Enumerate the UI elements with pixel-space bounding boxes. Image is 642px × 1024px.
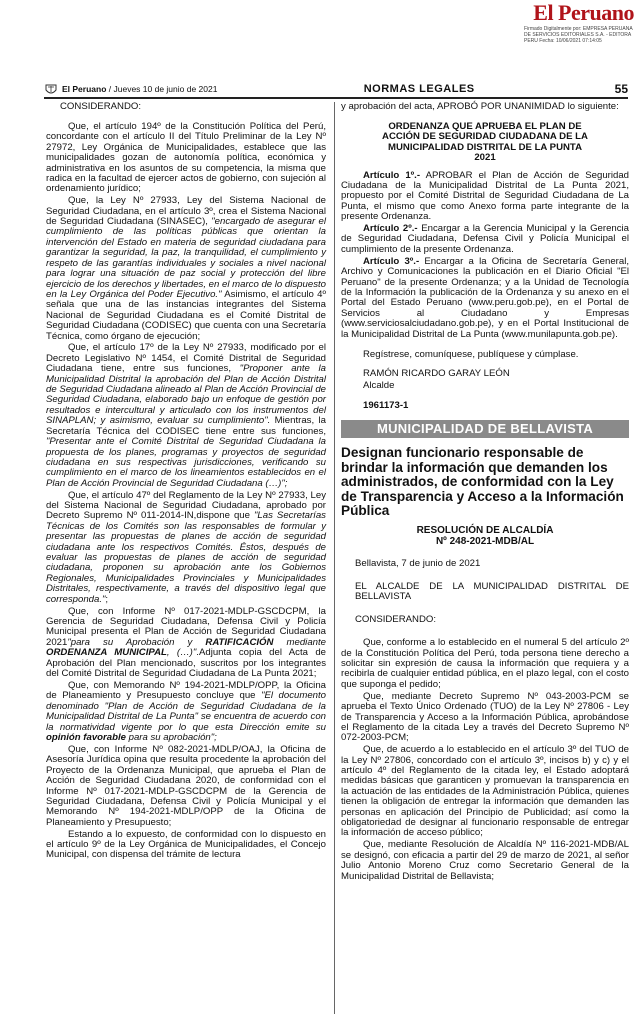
document-code: 1961173-1 (363, 400, 409, 412)
publication-date (62, 84, 364, 94)
article-3: Artículo 3º.- Encargar a la Oficina de Secretaría General, Archivo y Comunicaciones la publicación en el Diario Oficial "El Peruano" de la presente Ordenanza; y a la Unidad de Tecnología de la Información la publicación de la Ordenanza y su anexo en el Portal del Estado Peruano (www.peru.gob.pe), en el Portal de Servicios al Ciudadano y Empresas (www.serviciosalciudadano.gob.pe), y en el Portal Institucional de la Municipalidad Distrital de La Punta (www.munilapunta.gob.pe). (341, 255, 630, 340)
paragraph: Que, mediante Resolución de Alcaldía Nº 116-2021-MDB/AL se designó, con eficacia a partir del 29 de marzo de 2021, al señor Julio Antonio Moreno Cruz como Secretario General de la Municipalidad Distrital de Bellavista; (341, 839, 629, 882)
municipality-banner: MUNICIPALIDAD DE BELLAVISTA (341, 420, 629, 438)
paragraph: y aprobación del acta, APROBÓ POR UNANIMIDAD lo siguiente: (341, 101, 619, 112)
paragraph: Que, con Informe Nº 017-2021-MDLP-GSCDCPM, la Gerencia de Seguridad Ciudadana, Defensa Civil y Policía Municipal presenta el Plan de Acción de Seguridad Ciudadana 2021"para su Aprobación y RATIFICACIÓN mediante ORDENANZA MUNICIPAL, (…)".Adjunta copia del Acta de Aprobación del Plan mencionado, suscritos por los integrantes del Comité Distrital de Seguridad Ciudadana de La Punta 2021; (46, 605, 326, 680)
paragraph: Que, con Informe Nº 082-2021-MDLP/OAJ, la Oficina de Asesoría Jurídica opina que resulta procedente la aprobación del Proyecto de la Ordenanza Municipal, que aprueba el Plan de Acción de Seguridad Ciudadana 2020, de conformidad con el Informe Nº 017-2021-MDLP-GSCDCPM de la Gerencia de Seguridad Ciudadana, Defensa Civil y Policía Municipal y el Memorando Nº 194-2021-MDLP/OPP de la Oficina de Planeamiento y Presupuesto; (46, 743, 326, 828)
section-title: NORMAS LEGALES (363, 83, 475, 95)
digital-signature: Firmado Digitalmente por: EMPRESA PERUANA DE SERVICIOS EDITORIALES S.A. - EDITORA PERU Fecha: 10/06/2021 07:14:05 (524, 26, 633, 44)
ordinance-title: ORDENANZA QUE APRUEBA EL PLAN DE ACCIÓN DE SEGURIDAD CIUDADANA DE LA MUNICIPALIDAD DISTRITAL DE LA PUNTA 2021 (382, 120, 588, 164)
el-peruano-logo: El Peruano (533, 0, 634, 25)
column-divider (334, 102, 335, 1014)
paragraph: Que, conforme a lo establecido en el numeral 5 del artículo 2º de la Constitución Política del Perú, toda persona tiene derecho a solicitar sin expresión de causa la información que requiera y a recibirla de cualquier entidad pública, en el plazo legal, con el costo que suponga el pedido; (341, 637, 629, 690)
paragraph: Que, el artículo 47º del Reglamento de la Ley Nº 27933, Ley del Sistema Nacional de Seguridad Ciudadana, aprobado por Decreto Supremo Nº 011-2014-IN,dispone que "Las Secretarías Técnicas de los Comités son las responsables de formular y presentar las propuestas de planes de acción de seguridad ciudadana ante los respectivos Comités. Éstos, después de evaluar las propuestas de planes de acción de seguridad ciudadana, proponen su aprobación ante los Gobiernos Regionales, Municipalidades Provinciales y Municipalidades Distritales, respectivamente, a través del dispositivo legal que corresponda."; (46, 489, 326, 605)
paragraph: Estando a lo expuesto, de conformidad con lo dispuesto en el artículo 9º de la Ley Orgánica de Municipalidades, el Concejo Municipal, con dispensa del trámite de lectura (46, 828, 326, 861)
article-2: Artículo 2º.- Encargar a la Gerencia Municipal y la Gerencia de Seguridad Ciudadana, Defensa Civil y Policía Municipal el cumplimiento de la presente Ordenanza. (341, 223, 629, 255)
paragraph: Que, el artículo 194º de la Constitución Política del Perú, concordante con el artículo II del Título Preliminar de la Ley Nº 27972, Ley Orgánica de Municipalidades, establece que las municipalidades gozan de autonomía política, económica y administrativa en los asuntos de su competencia, la misma que radica en la facultad de ejercer actos de gobierno, con sujeción al ordenamiento jurídico; (46, 120, 326, 195)
resolution-headline: Designan funcionario responsable de brindar la información que demanden los administrados, de conformidad con la Ley de Transparencia y Acceso a la Información Pública (341, 445, 624, 519)
paragraph: Que, el artículo 17º de la Ley Nº 27933, modificado por el Decreto Legislativo Nº 1454, el Comité Distrital de Seguridad Ciudadana tiene, entre sus funciones, "Proponer ante la Municipalidad Distrital la aprobación del Plan de Acción Distrital de Seguridad Ciudadana alineado al Plan de Acción Provincial de Seguridad Ciudadana, elaborado bajo un enfoque de gestión por resultados e intercultural y articulado con los instrumentos del SINAPLAN; y asimismo, evaluar su cumplimiento". Mientras, la Secretaría Técnica del CODISEC tiene entre sus funciones, "Presentar ante el Comité Distrital de Seguridad Ciudadana la propuesta de los planes, programas y proyectos de seguridad ciudadana en sus respectivas jurisdicciones, verificando su cumplimiento en el marco de los lineamientos establecidos en el Plan de Acción Provincial de Seguridad Ciudadana (…)"; (46, 342, 326, 489)
article-1: Artículo 1º.- APROBAR el Plan de Acción de Seguridad Ciudadana de la Municipalidad Distrital de La Punta 2021, propuesto por el Comité Distrital de Seguridad Ciudadana de La Punta, el mismo que como Anexo forma parte integrante de la presente Ordenanza. (341, 169, 630, 223)
page-number: 55 (614, 82, 628, 96)
considerando-heading: CONSIDERANDO: (60, 101, 142, 112)
left-column (46, 102, 326, 862)
paragraph: Que, mediante Decreto Supremo Nº 043-2003-PCM se aprueba el Texto Único Ordenado (TUO) de la Ley Nº 27806 - Ley de Transparencia y Acceso a la Información Pública, aprobándose el Reglamento de la citada Ley a través del Decreto Supremo Nº 072-2003-PCM; (341, 690, 629, 744)
signer-role: Alcalde (363, 380, 395, 392)
closing-formula: Regístrese, comuníquese, publíquese y cúmplase. (363, 348, 579, 360)
paragraph: Que, la Ley Nº 27933, Ley del Sistema Nacional de Seguridad Ciudadana, en el artículo 3º, crea el Sistema Nacional de Seguridad Ciudadana (SINASEC), "encargado de asegurar el cumplimiento de las políticas públicas que orientan la intervención del Estado en materia de seguridad ciudadana para garantizar la seguridad, la paz, la tranquilidad, el cumplimiento y respeto de las garantías individuales y sociales a nivel nacional para lograr una situación de paz social y protección del libre ejercicio de los derechos y libertades, en el marco de lo dispuesto en la Ley Orgánica del Poder Ejecutivo." Asimismo, el artículo 4º señala que una de las instancias integrantes del Sistema Nacional de Seguridad Ciudadana es el Comité Distrital de Seguridad Ciudadana (CODISEC) que cuenta con una Secretaría Técnica, como órgano de ejecución; (46, 195, 326, 342)
considerando-heading: CONSIDERANDO: (355, 614, 437, 626)
el-peruano-brand (514, 2, 634, 44)
mayor-line: EL ALCALDE DE LA MUNICIPALIDAD DISTRITAL DE BELLAVISTA (355, 580, 629, 603)
resolution-title: RESOLUCIÓN DE ALCALDÍA Nº 248-2021-MDB/AL (341, 525, 629, 547)
signer-name: RAMÓN RICARDO GARAY LEÓN (363, 368, 510, 380)
resolution-number: Nº 248-2021-MDB/AL (435, 536, 535, 548)
right-column (341, 102, 629, 884)
publication-name: El Peruano (62, 84, 107, 94)
paragraph: Que, de acuerdo a lo establecido en el artículo 3º del TUO de la Ley Nº 27806, concordado con el artículo 3º, incisos b) y c) y el artículo 4º del Reglamento de la citada ley, el Estado adoptará medidas básicas que garanticen y promuevan la transparencia en la actuación de las entidades de la Administración Pública, quienes tienen la obligación de entregar la información que demanden las personas en aplicación del Principio de Publicidad; así como la obligatoriedad de designar al funcionario responsable de entregar la información de acceso público; (341, 744, 629, 839)
paragraph: Que, con Memorando Nº 194-2021-MDLP/OPP, la Oficina de Planeamiento y Presupuesto concluye que "El documento denominado "Plan de Acción de Seguridad Ciudadana de la Municipalidad Distrital de La Punta" se encuentra de acuerdo con la normatividad vigente por lo que esta Dirección emite su opinión favorable para su aprobación"; (46, 679, 326, 743)
header-rule (44, 97, 628, 99)
issue-date: / Jueves 10 de junio de 2021 (106, 84, 218, 94)
coat-of-arms-icon (44, 83, 58, 95)
place-date: Bellavista, 7 de junio de 2021 (355, 558, 481, 570)
page-header (44, 82, 628, 96)
